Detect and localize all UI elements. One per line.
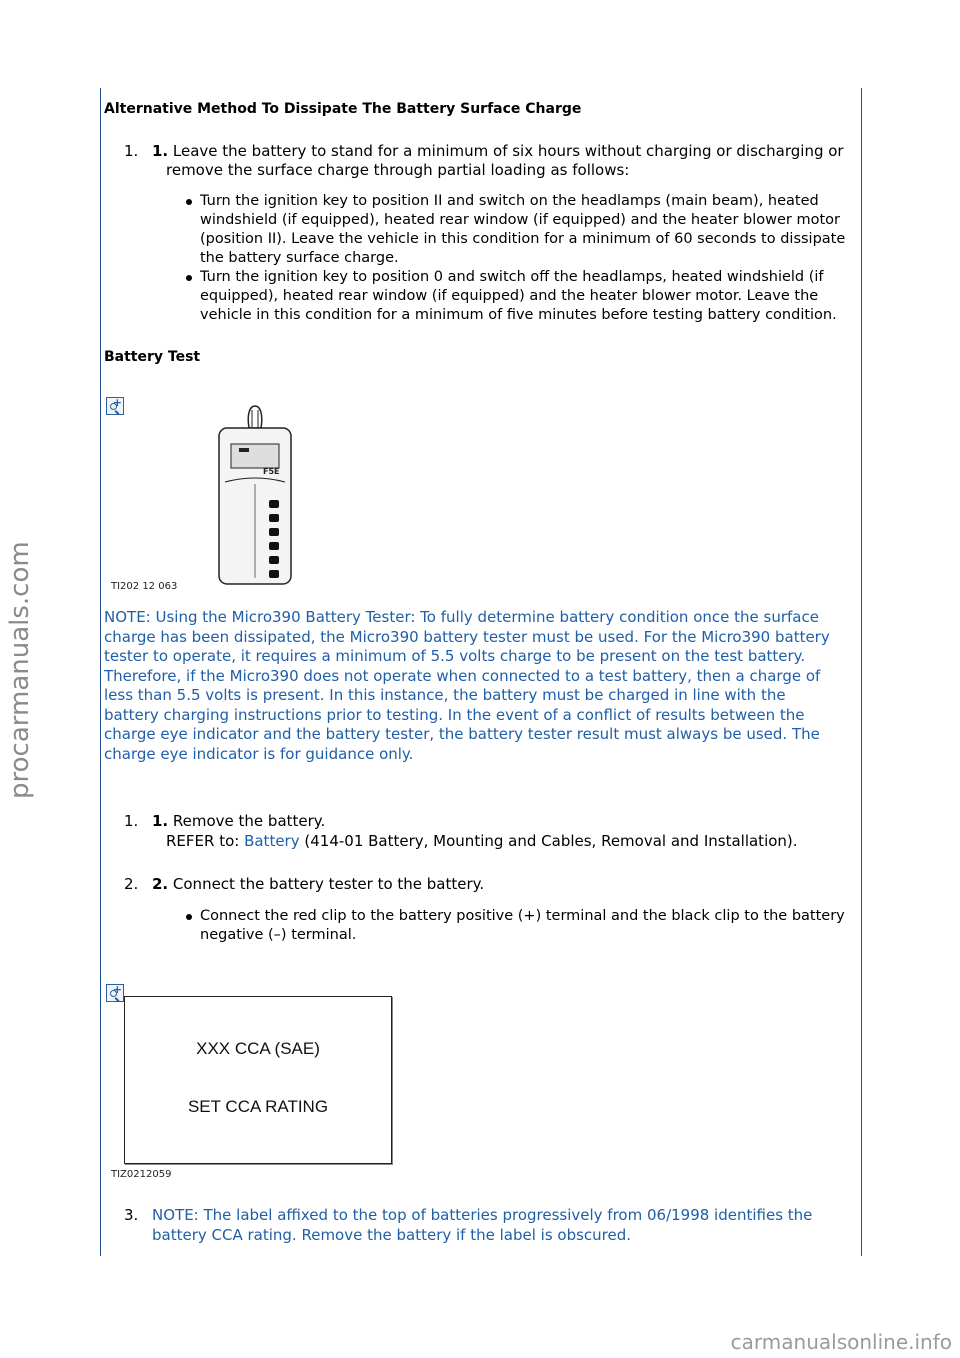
refer-prefix: REFER to:: [166, 831, 245, 850]
note-text: NOTE: Using the Micro390 Battery Tester: To fully determine battery condition once the surface charge has been dissipated, the Micro390 battery tester must be used. For the Micro390 battery tester to operate, it requires a minimum of 5.5 volts charge to be present on the test battery. Therefore, if the Micro390 does not operate when connected to a test battery, then a charge of less than 5.5 volts is present. In this instance, the battery must be charged in line with the battery charging instructions prior to testing. In the event of a conflict of results between the charge eye indicator and the battery tester, the battery tester result must always be used. The charge eye indicator is for guidance only.: [104, 608, 830, 763]
step-number: 1.: [124, 812, 139, 830]
step-bold-label: 1.: [152, 141, 169, 160]
step-text: Connect the battery tester to the battery.: [168, 875, 485, 893]
figure-code: TI202 12 063: [111, 581, 178, 592]
step-1-leave-battery: [104, 142, 856, 181]
battery-link[interactable]: Battery: [244, 831, 300, 850]
section-heading-alternative-method: Alternative Method To Dissipate The Battery Surface Charge: [104, 101, 582, 117]
bullet-list-connect: [104, 907, 856, 945]
step-text: Leave the battery to stand for a minimum of six hours without charging or discharging or remove the surface charge through partial loading as follows:: [166, 141, 844, 179]
step-text: Remove the battery.: [168, 812, 326, 830]
step-2-connect-tester: [104, 875, 856, 895]
list-item: Turn the ignition key to position 0 and switch off the headlamps, heated windshield (if equipped), heated rear window (if equipped) and the heater blower motor. Leave the vehicle in this condition for a minimum of five minutes before testing battery condition.: [104, 268, 856, 325]
section-heading-battery-test: Battery Test: [104, 348, 201, 365]
step-bold-label: 2.: [152, 875, 169, 893]
figure-code: TIZ0212059: [111, 1169, 172, 1180]
step-bold-label: 1.: [152, 812, 169, 830]
step-number: 3.: [124, 1206, 139, 1224]
refer-suffix: (414-01 Battery, Mounting and Cables, Removal and Installation).: [299, 831, 798, 850]
battery-tester-illustration: [215, 402, 295, 588]
manual-page-content: [104, 100, 856, 367]
step-3-cca-label: [104, 1206, 844, 1245]
step-number: 2.: [124, 875, 139, 893]
list-item: Connect the red clip to the battery positive (+) terminal and the black clip to the battery negative (–) terminal.: [104, 907, 856, 945]
display-line-set-rating: SET CCA RATING: [187, 1097, 329, 1116]
zoom-image-icon[interactable]: +: [106, 397, 124, 415]
device-brand-label: F5E: [263, 467, 280, 476]
note-text: NOTE: The label affixed to the top of batteries progressively from 06/1998 identifies the battery CCA rating. Remove the battery if the label is obscured.: [152, 1206, 813, 1244]
display-line-cca: XXX CCA (SAE): [196, 1039, 320, 1058]
list-item: Turn the ignition key to position II and switch on the headlamps (main beam), heated windshield (if equipped), heated rear window (if equipped) and the heater blower motor (position II). Leave the vehicle in this condition for a minimum of 60 seconds to dissipate the battery surface charge.: [104, 192, 856, 268]
step-1-remove-battery: [104, 812, 856, 851]
side-watermark: procarmanuals.com: [5, 541, 35, 799]
battery-test-steps: [104, 812, 856, 945]
step-number: 1.: [124, 141, 139, 160]
bullet-list-dissipate: [104, 192, 856, 325]
cca-display-illustration: [124, 996, 392, 1164]
note-micro390: [104, 608, 834, 764]
step-3: [104, 1206, 844, 1245]
zoom-image-icon[interactable]: +: [106, 984, 124, 1002]
footer-watermark: carmanualsonline.info: [730, 1329, 952, 1354]
